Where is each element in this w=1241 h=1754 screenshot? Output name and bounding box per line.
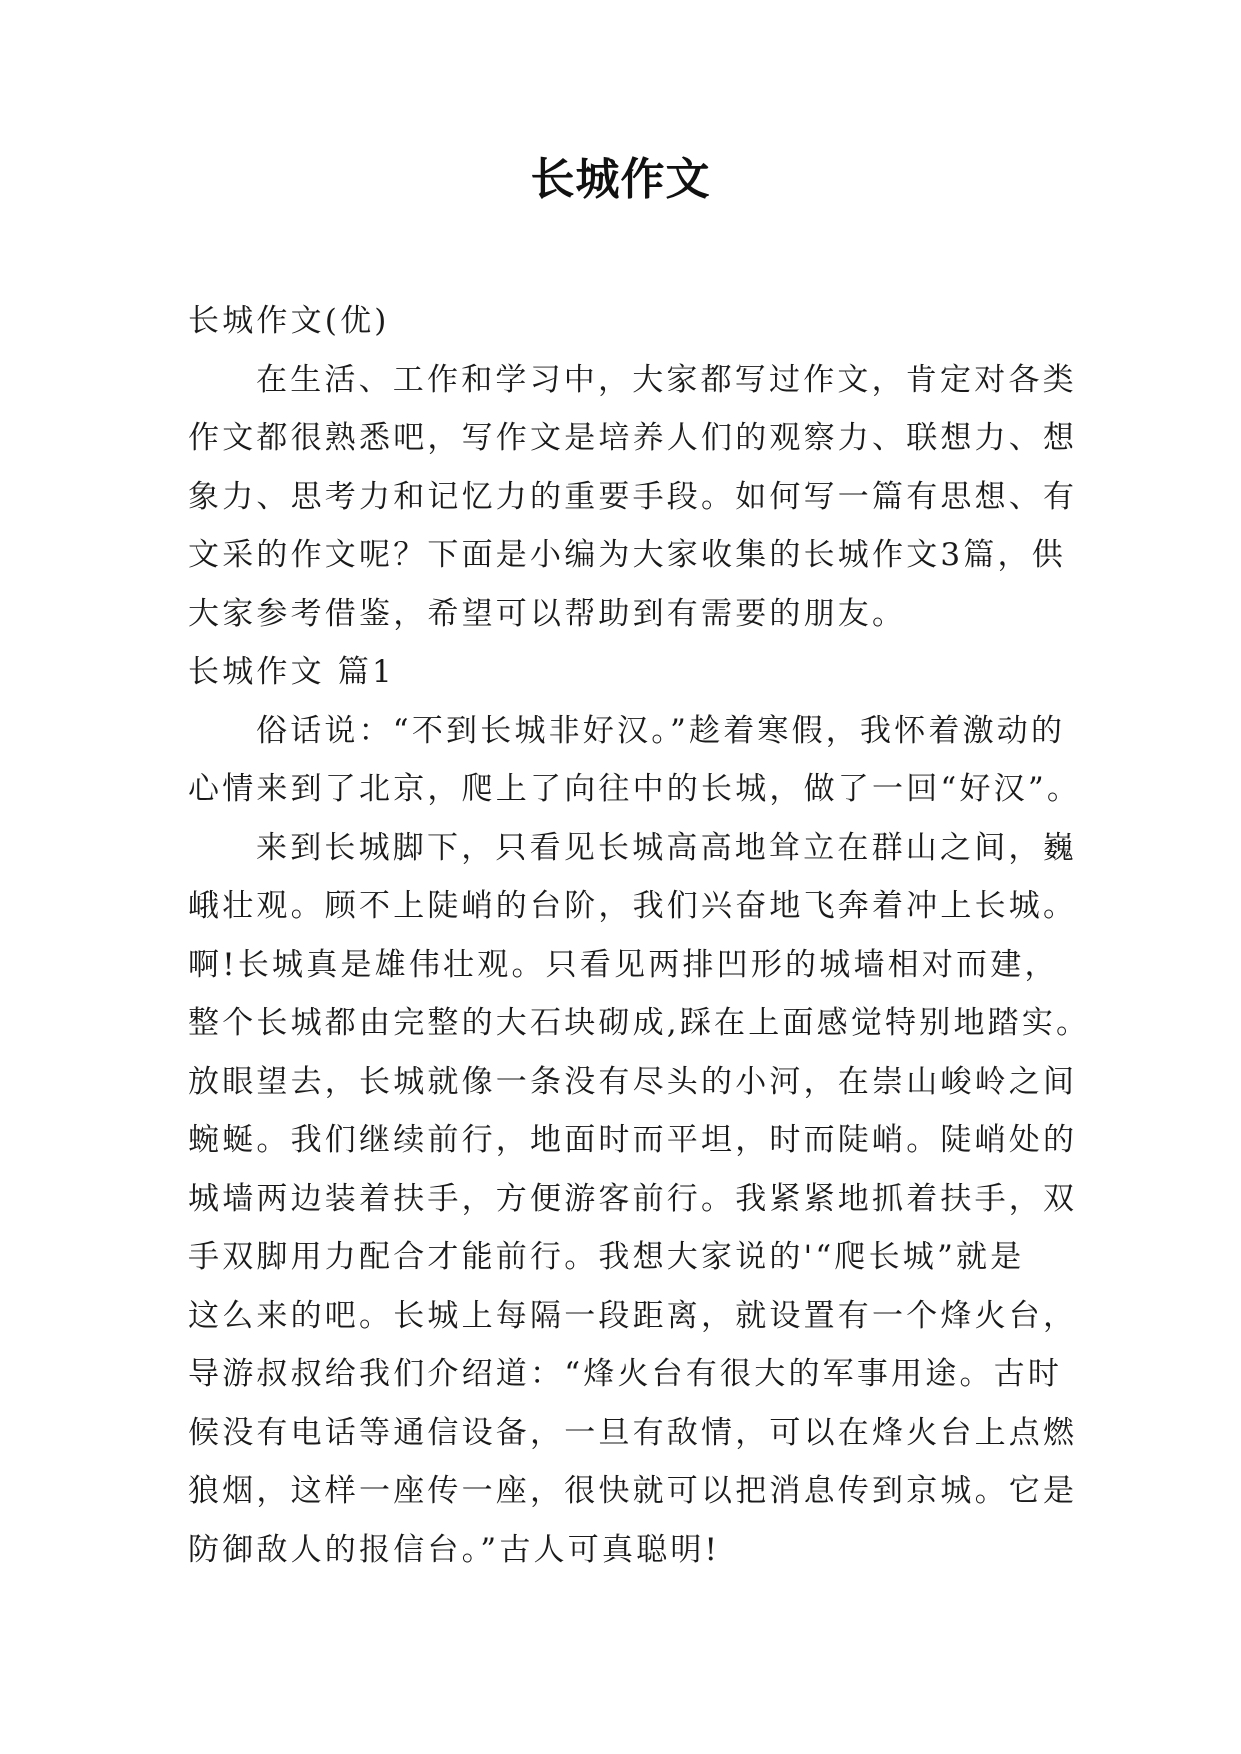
text-line: 长城作文(优) — [188, 303, 390, 339]
text-line: 峨壮观。顾不上陡峭的台阶，我们兴奋地飞奔着冲上长城。 — [188, 888, 1078, 924]
text-line: 啊!长城真是雄伟壮观。只看见两排凹形的城墙相对而建， — [188, 946, 1059, 983]
text-line: 俗话说：“不到长城非好汉。”趁着寒假，我怀着激动的 — [256, 712, 1066, 749]
text-line: 狼烟，这样一座传一座，很快就可以把消息传到京城。它是 — [188, 1473, 1078, 1509]
text-line: 手双脚用力配合才能前行。我想大家说的'“爬长城”就是 — [188, 1239, 1025, 1275]
text-line: 心情来到了北京，爬上了向往中的长城，做了一回“好汉”。 — [188, 771, 1082, 807]
text-line: 整个长城都由完整的大石块砌成,踩在上面感觉特别地踏实。 — [188, 1005, 1091, 1041]
text-line: 象力、思考力和记忆力的重要手段。如何写一篇有思想、有 — [188, 478, 1078, 515]
text-line: 长城作文 篇1 — [188, 654, 395, 690]
text-line: 候没有电话等通信设备，一旦有敌情，可以在烽火台上点燃 — [188, 1414, 1078, 1451]
text-line: 来到长城脚下，只看见长城高高地耸立在群山之间，巍 — [256, 829, 1077, 866]
document-body — [188, 292, 1091, 1579]
text-line: 文采的作文呢？下面是小编为大家收集的长城作文3篇，供 — [188, 537, 1066, 573]
text-line: 导游叔叔给我们介绍道：“烽火台有很大的军事用途。古时 — [188, 1356, 1063, 1392]
text-line: 蜿蜒。我们继续前行，地面时而平坦，时而陡峭。陡峭处的 — [188, 1122, 1078, 1158]
text-line: 防御敌人的报信台。”古人可真聪明! — [188, 1531, 721, 1568]
document-title: 长城作文 — [530, 154, 711, 205]
text-line: 放眼望去，长城就像一条没有尽头的小河，在崇山峻岭之间 — [188, 1063, 1078, 1100]
text-line: 在生活、工作和学习中，大家都写过作文，肯定对各类 — [256, 361, 1077, 398]
text-line: 作文都很熟悉吧，写作文是培养人们的观察力、联想力、想 — [188, 420, 1078, 456]
text-line: 这么来的吧。长城上每隔一段距离，就设置有一个烽火台， — [188, 1297, 1078, 1334]
text-line: 城墙两边装着扶手，方便游客前行。我紧紧地抓着扶手，双 — [188, 1180, 1078, 1217]
text-line: 大家参考借鉴，希望可以帮助到有需要的朋友。 — [188, 595, 907, 632]
